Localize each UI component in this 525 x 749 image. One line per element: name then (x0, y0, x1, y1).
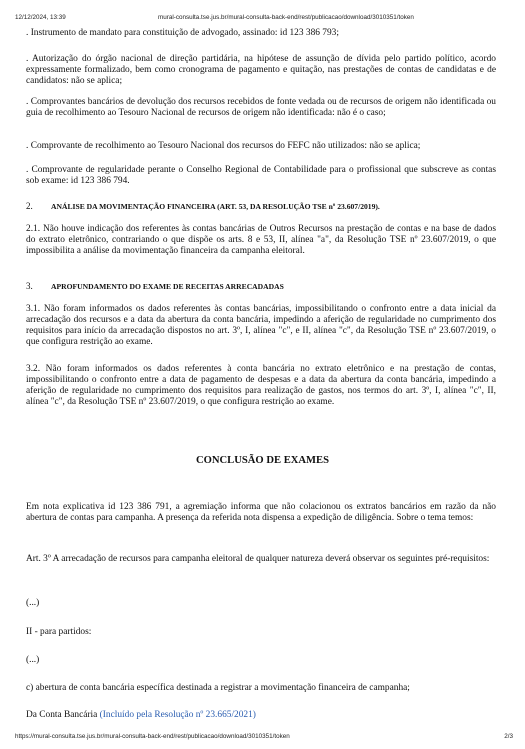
item-c-abertura-conta: c) abertura de conta bancária específica destinada a registrar a movimentação financeira de campanha; (26, 683, 410, 693)
ellipsis-2: (...) (26, 655, 40, 665)
paragraph-comprovantes: . Comprovantes bancários de devolução dos recursos recebidos de fonte vedada ou de recursos de origem não identificada ou guia de recolhimento ao Tesouro Nacional de recursos de origem não identificada: não é o caso; (26, 97, 496, 118)
section-3-heading (26, 281, 496, 292)
paragraph-2-1: 2.1. Não houve indicação dos referentes às contas bancárias de Outros Recursos na prestação de contas e na base de dados do extrato eletrônico, contrariando o que dispõe os arts. 8 e 53, II, alínea "a", da Resolução TSE nº 23.607/2019, o que impossibilita a análise da movimentação financeira da campanha eleitoral. (26, 224, 496, 256)
conclusion-title: CONCLUSÃO DE EXAMES (195, 455, 330, 466)
footer-url: https://mural-consulta.tse.jus.br/mural-consulta-back-end/rest/publicacao/download/3010351/token (15, 733, 290, 740)
section-2-heading (26, 201, 496, 212)
da-conta-bancaria (26, 710, 496, 721)
paragraph-regularidade: . Comprovante de regularidade perante o Conselho Regional de Contabilidade para o profissional que subscreve as contas sob exame: id 123 386 794. (26, 165, 496, 186)
ellipsis-1: (...) (26, 598, 40, 608)
section-2-number: 2. (26, 201, 33, 211)
page-number: 2/3 (504, 733, 513, 740)
browser-print-footer (0, 733, 525, 743)
paragraph-mandato: . Instrumento de mandato para constituição de advogado, assinado: id 123 386 793; (26, 28, 339, 38)
section-3-title: APROFUNDAMENTO DO EXAME DE RECEITAS ARRECADADAS (51, 282, 284, 291)
section-2-title: ANÁLISE DA MOVIMENTAÇÃO FINANCEIRA (ART. 53, DA RESOLUÇÃO TSE nº 23.607/2019). (51, 202, 380, 211)
resolucao-link[interactable]: (Incluído pela Resolução nº 23.665/2021) (99, 710, 256, 720)
paragraph-fefc: . Comprovante de recolhimento ao Tesouro Nacional dos recursos do FEFC não utilizados: não se aplica; (26, 141, 421, 151)
item-ii-partidos: II - para partidos: (26, 627, 92, 637)
paragraph-art-3: Art. 3º A arrecadação de recursos para campanha eleitoral de qualquer natureza deverá observar os seguintes pré-requisitos: (26, 554, 490, 564)
paragraph-3-2: 3.2. Não foram informados os dados referentes à conta bancária no extrato eletrônico e na prestação de contas, impossibilitando o confronto entre a data de pagamento de despesas e a data da abertura da conta bancária, impedindo a aferição de regularidade no cumprimento dos requisitos para realização de gastos, nos termos do art. 3º, I, alínea "c", II, alínea "c", da Resolução TSE nº 23.607/2019, o que configura restrição ao exame. (26, 364, 496, 407)
paragraph-autorizacao: . Autorização do órgão nacional de direção partidária, na hipótese de assunção de dívida pelo partido político, acordo expressamente formalizado, bem como cronograma de pagamento e quitação, nas prestações de contas de candidatas e de candidatos: não se aplica; (26, 54, 496, 86)
browser-print-header (0, 14, 525, 24)
print-datetime: 12/12/2024, 13:39 (15, 14, 66, 21)
print-url: mural-consulta.tse.jus.br/mural-consulta-back-end/rest/publicacao/download/3010351/token (158, 14, 414, 21)
da-conta-text: Da Conta Bancária (26, 710, 98, 720)
section-3-number: 3. (26, 281, 33, 291)
paragraph-3-1: 3.1. Não foram informados os dados referentes às contas bancárias, impossibilitando o confronto entre a data inicial da arrecadação dos recursos e a data da abertura da conta bancária, impedindo a aferição de regularidade no cumprimento dos requisitos para início da arrecadação dispostos no art. 3º, I, alínea "c", e II, alínea "c", da Resolução TSE nº 23.607/2019, o que configura restrição ao exame. (26, 304, 496, 347)
paragraph-nota-explicativa: Em nota explicativa id 123 386 791, a agremiação informa que não colacionou os extratos bancários em razão da não abertura de contas para campanha. A presença da referida nota dispensa a expedição de diligência. Sobre o tema temos: (26, 502, 496, 523)
